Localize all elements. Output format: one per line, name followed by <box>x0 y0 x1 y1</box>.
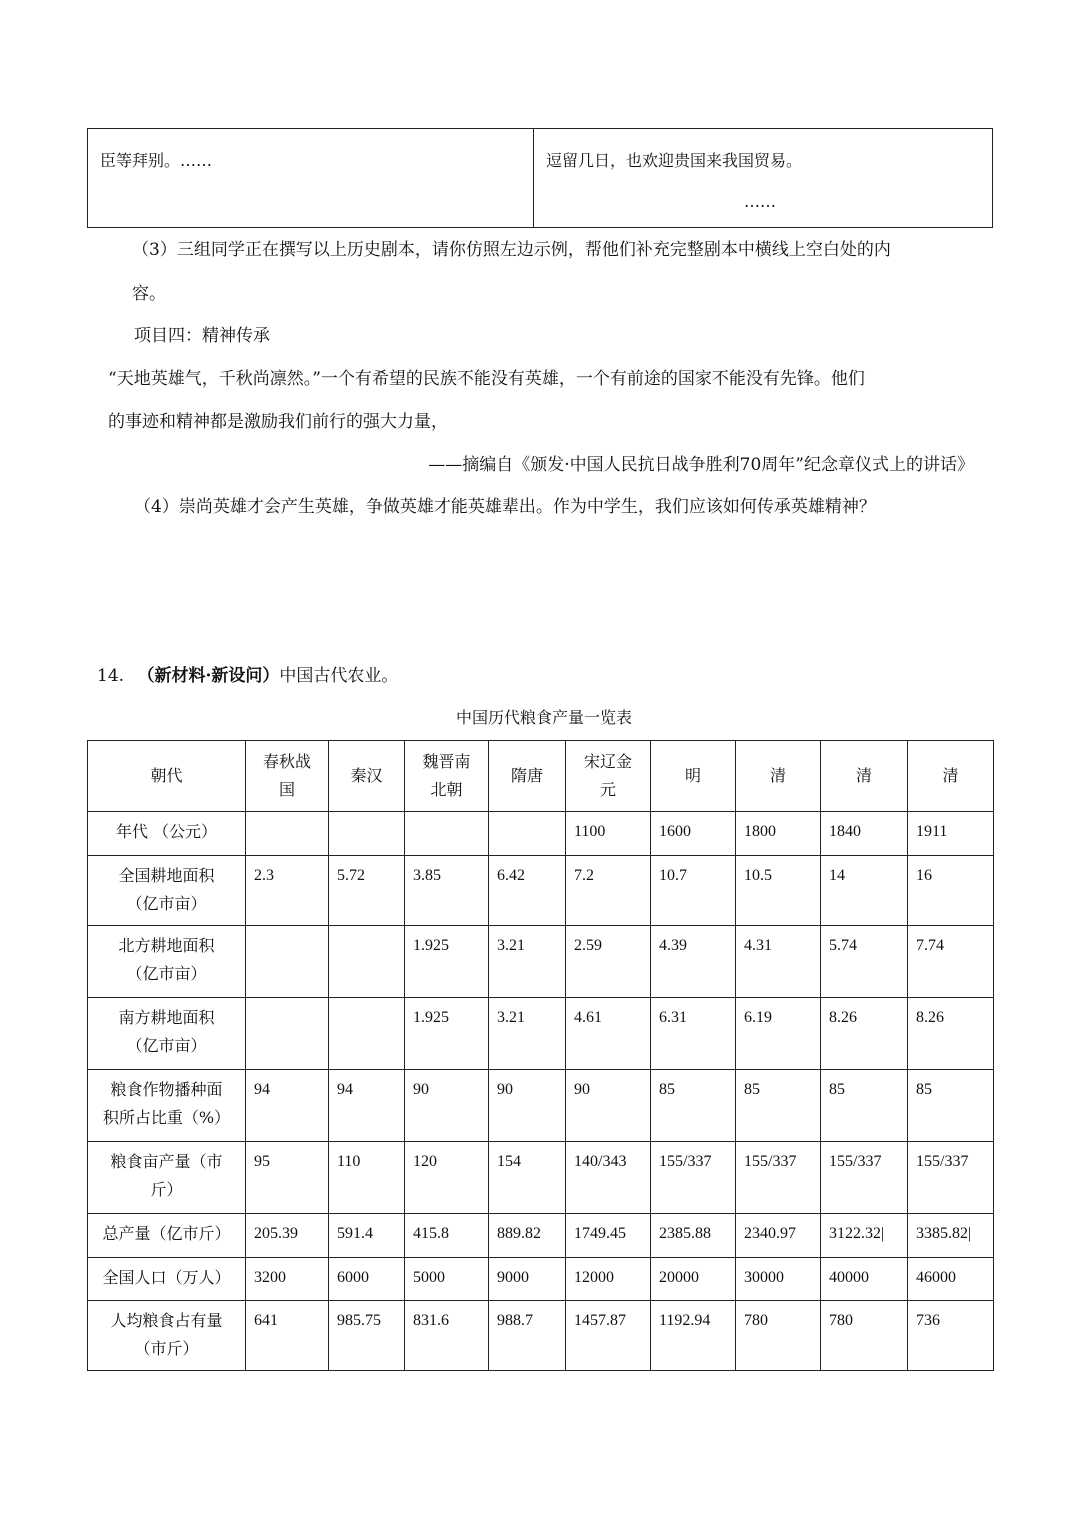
table-cell: 1457.87 <box>566 1301 651 1371</box>
table-cell: 641 <box>246 1301 329 1371</box>
table-cell: 985.75 <box>329 1301 405 1371</box>
row-label: 全国耕地面积 （亿市亩） <box>88 856 246 926</box>
table-cell: 5000 <box>405 1258 489 1301</box>
row-label: 粮食亩产量（市 斤） <box>88 1142 246 1214</box>
table-cell: 90 <box>489 1070 566 1142</box>
grain-production-table <box>87 740 994 1371</box>
table-title: 中国历代粮食产量一览表 <box>456 708 633 727</box>
quote-source: ——摘编自《颁发·中国人民抗日战争胜利70周年”纪念章仪式上的讲话》 <box>428 455 974 475</box>
table-cell: 85 <box>736 1070 821 1142</box>
header-cell: 春秋战 国 <box>246 741 329 812</box>
table-cell: 780 <box>821 1301 908 1371</box>
table-cell: 14 <box>821 856 908 926</box>
table-cell: 94 <box>329 1070 405 1142</box>
row-label: 人均粮食占有量 （市斤） <box>88 1301 246 1371</box>
table-cell: 1600 <box>651 812 736 856</box>
table-cell: 889.82 <box>489 1214 566 1258</box>
table-cell: 736 <box>908 1301 994 1371</box>
table-cell: 1.925 <box>405 998 489 1070</box>
table-cell: 7.74 <box>908 926 994 998</box>
table-cell: 16 <box>908 856 994 926</box>
table-cell: 4.39 <box>651 926 736 998</box>
header-cell: 清 <box>908 741 994 812</box>
table-cell: 8.26 <box>821 998 908 1070</box>
question-tag: （新材料·新设问） <box>137 666 280 686</box>
question-3-line1: （3）三组同学正在撰写以上历史剧本，请你仿照左边示例，帮他们补充完整剧本中横线上空白处的内 <box>132 240 891 260</box>
table-row <box>88 998 994 1070</box>
table-row <box>88 1301 994 1371</box>
table-cell: 120 <box>405 1142 489 1214</box>
table-cell: 12000 <box>566 1258 651 1301</box>
table-cell: 591.4 <box>329 1214 405 1258</box>
table-cell: 5.74 <box>821 926 908 998</box>
project-4-title: 项目四：精神传承 <box>134 326 270 346</box>
table-cell: 5.72 <box>329 856 405 926</box>
table-cell: 155/337 <box>736 1142 821 1214</box>
quote-line2: 的事迹和精神都是激励我们前行的强大力量， <box>108 412 448 432</box>
row-label: 北方耕地面积 （亿市亩） <box>88 926 246 998</box>
table-cell <box>246 812 329 856</box>
table-cell: 831.6 <box>405 1301 489 1371</box>
table-cell: 8.26 <box>908 998 994 1070</box>
header-cell: 隋唐 <box>489 741 566 812</box>
table-cell: 95 <box>246 1142 329 1214</box>
table-cell: 4.31 <box>736 926 821 998</box>
table-cell: 30000 <box>736 1258 821 1301</box>
table-cell: 10.5 <box>736 856 821 926</box>
table-cell: 1100 <box>566 812 651 856</box>
question-number: 14. <box>97 666 125 686</box>
table-cell: 988.7 <box>489 1301 566 1371</box>
table-cell: 90 <box>566 1070 651 1142</box>
header-cell: 清 <box>821 741 908 812</box>
table-cell: 154 <box>489 1142 566 1214</box>
table-cell: 9000 <box>489 1258 566 1301</box>
dialogue-cell-right <box>534 129 992 227</box>
table-cell: 10.7 <box>651 856 736 926</box>
table-header-row <box>88 741 994 812</box>
dialogue-left-text: 臣等拜别。…… <box>100 151 213 170</box>
table-row <box>88 1070 994 1142</box>
question-4: （4）崇尚英雄才会产生英雄，争做英雄才能英雄辈出。作为中学生，我们应该如何传承英雄精神？ <box>134 497 876 517</box>
table-cell: 6.42 <box>489 856 566 926</box>
table-cell: 94 <box>246 1070 329 1142</box>
table-cell: 1.925 <box>405 926 489 998</box>
table-cell: 3.21 <box>489 998 566 1070</box>
table-cell: 2385.88 <box>651 1214 736 1258</box>
question-3-line2: 容。 <box>132 284 166 304</box>
table-cell: 1840 <box>821 812 908 856</box>
table-cell: 110 <box>329 1142 405 1214</box>
table-cell <box>489 812 566 856</box>
table-cell: 40000 <box>821 1258 908 1301</box>
table-cell <box>405 812 489 856</box>
table-cell: 155/337 <box>821 1142 908 1214</box>
table-cell: 3385.82| <box>908 1214 994 1258</box>
table-cell: 155/337 <box>908 1142 994 1214</box>
header-cell: 明 <box>651 741 736 812</box>
table-cell <box>329 812 405 856</box>
row-label: 全国人口（万人） <box>88 1258 246 1301</box>
table-cell: 1911 <box>908 812 994 856</box>
table-cell: 1749.45 <box>566 1214 651 1258</box>
table-row <box>88 1258 994 1301</box>
table-cell: 6.31 <box>651 998 736 1070</box>
table-cell: 4.61 <box>566 998 651 1070</box>
row-label: 粮食作物播种面 积所占比重（%） <box>88 1070 246 1142</box>
table-row <box>88 1142 994 1214</box>
header-cell: 秦汉 <box>329 741 405 812</box>
table-cell: 3.85 <box>405 856 489 926</box>
quote-line1: “天地英雄气，千秋尚凛然。”一个有希望的民族不能没有英雄，一个有前途的国家不能没有先锋。他们 <box>108 369 865 389</box>
row-label: 总产量（亿市斤） <box>88 1214 246 1258</box>
row-label: 南方耕地面积 （亿市亩） <box>88 998 246 1070</box>
header-cell: 清 <box>736 741 821 812</box>
table-cell: 85 <box>908 1070 994 1142</box>
table-cell: 20000 <box>651 1258 736 1301</box>
table-cell: 1800 <box>736 812 821 856</box>
question-14-heading <box>97 664 398 688</box>
table-cell: 6.19 <box>736 998 821 1070</box>
table-cell: 1192.94 <box>651 1301 736 1371</box>
table-cell: 6000 <box>329 1258 405 1301</box>
table-cell <box>246 998 329 1070</box>
header-cell: 宋辽金 元 <box>566 741 651 812</box>
header-cell: 魏晋南 北朝 <box>405 741 489 812</box>
table-cell: 2340.97 <box>736 1214 821 1258</box>
table-cell <box>246 926 329 998</box>
table-cell: 140/343 <box>566 1142 651 1214</box>
header-cell: 朝代 <box>88 741 246 812</box>
table-cell: 3.21 <box>489 926 566 998</box>
table-cell <box>329 926 405 998</box>
dialogue-cell-left <box>88 129 534 227</box>
dialogue-table <box>87 128 993 228</box>
table-cell: 155/337 <box>651 1142 736 1214</box>
table-cell: 2.59 <box>566 926 651 998</box>
dialogue-right-text: 逗留几日，也欢迎贵国来我国贸易。 <box>546 151 803 170</box>
table-row <box>88 812 994 856</box>
table-row <box>88 1214 994 1258</box>
table-cell: 205.39 <box>246 1214 329 1258</box>
table-cell: 46000 <box>908 1258 994 1301</box>
row-label: 年代 （公元） <box>88 812 246 856</box>
table-cell: 90 <box>405 1070 489 1142</box>
table-cell: 780 <box>736 1301 821 1371</box>
table-cell: 3122.32| <box>821 1214 908 1258</box>
question-title: 中国古代农业。 <box>279 666 399 686</box>
dialogue-right-ellipsis: …… <box>744 192 776 211</box>
table-cell: 85 <box>821 1070 908 1142</box>
table-cell: 3200 <box>246 1258 329 1301</box>
table-row <box>88 926 994 998</box>
table-cell: 85 <box>651 1070 736 1142</box>
table-cell <box>329 998 405 1070</box>
table-cell: 2.3 <box>246 856 329 926</box>
table-row <box>88 856 994 926</box>
table-cell: 415.8 <box>405 1214 489 1258</box>
table-cell: 7.2 <box>566 856 651 926</box>
